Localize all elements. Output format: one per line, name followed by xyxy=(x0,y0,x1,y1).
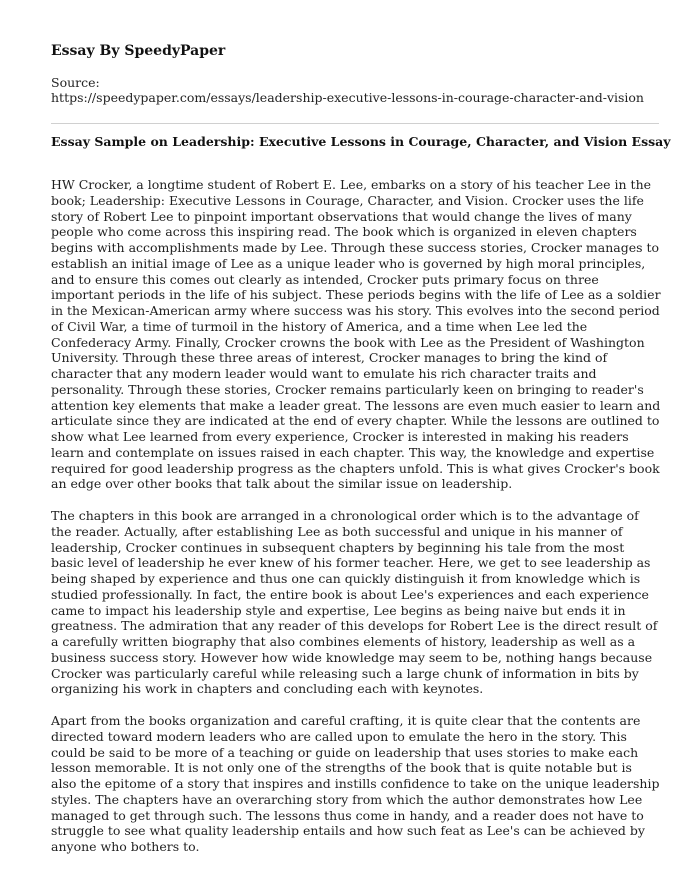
paragraph: The chapters in this book are arranged in a chronological order which is to the advantage of the reader. Actually, after establishing Lee as both successful and unique in his manner of leadership, Crocker continues in subsequent chapters by beginning his tale from the most basic level of leadership he ever knew of his former teacher. Here, we get to see leadership as being shaped by experience and thus one can quickly distinguish it from knowledge which is studied professionally. In fact, the entire book is about Lee's experiences and each experience came to impact his leadership style and expertise, Lee begins as being naive but ends it in greatness. The admiration that any reader of this develops for Robert Lee is the direct result of a carefully written biography that also combines elements of history, leadership as well as a business success story. However how wide knowledge may seem to be, nothing hangs because Crocker was particularly careful while releasing such a large chunk of information in bits by organizing his work in chapters and concluding each with keynotes. xyxy=(51,508,658,697)
paragraph: HW Crocker, a longtime student of Robert E. Lee, embarks on a story of his teacher Lee in the book; Leadership: Executive Lessons in Courage, Character, and Vision. Crocker uses the life story of Robert Lee to pinpoint important observations that would change the lives of many people who come across this inspiring read. The book which is organized in eleven chapters begins with accomplishments made by Lee. Through these success stories, Crocker manages to establish an initial image of Lee as a unique leader who is governed by high moral principles, and to ensure this comes out clearly as intended, Crocker puts primary focus on three important periods in the life of his subject. These periods begins with the life of Lee as a soldier in the Mexican-American army where success was his story. This evolves into the second period of Civil War, a time of turmoil in the history of America, and a time when Lee led the Confederacy Army. Finally, Crocker crowns the book with Lee as the President of Washington University. Through these three areas of interest, Crocker manages to bring the kind of character that any modern leader would want to emulate his rich character traits and personality. Through these stories, Crocker remains particularly keen on bringing to reader's attention key elements that make a leader great. The lessons are even much easier to learn and articulate since they are indicated at the end of every chapter. While the lessons are outlined to show what Lee learned from every experience, Crocker is interested in making his readers learn and contemplate on issues raised in each chapter. This way, the knowledge and expertise required for good leadership progress as the chapters unfold. This is what gives Crocker's book an edge over other books that talk about the similar issue on leadership. xyxy=(51,177,661,492)
source-label: Source: xyxy=(51,75,100,90)
paragraph: Apart from the books organization and careful crafting, it is quite clear that the contents are directed toward modern leaders who are called upon to emulate the hero in the story. This could be said to be more of a teaching or guide on leadership that uses stories to make each lesson memorable. It is not only one of the strengths of the book that is quite notable but is also the epitome of a story that inspires and instills confidence to take on the unique leadership styles. The chapters have an overarching story from which the author demonstrates how Lee managed to get through such. The lessons thus come in handy, and a reader does not have to struggle to see what quality leadership entails and how such feat as Lee's can be achieved by anyone who bothers to. xyxy=(51,713,660,854)
divider xyxy=(51,123,659,124)
essay-title: Essay Sample on Leadership: Executive Lessons in Courage, Character, and Vision Essay xyxy=(51,134,671,149)
essay-body xyxy=(51,177,661,871)
source-url: https://speedypaper.com/essays/leadership-executive-lessons-in-courage-character-and-vision xyxy=(51,90,644,105)
essay-author-heading: Essay By SpeedyPaper xyxy=(51,43,226,59)
